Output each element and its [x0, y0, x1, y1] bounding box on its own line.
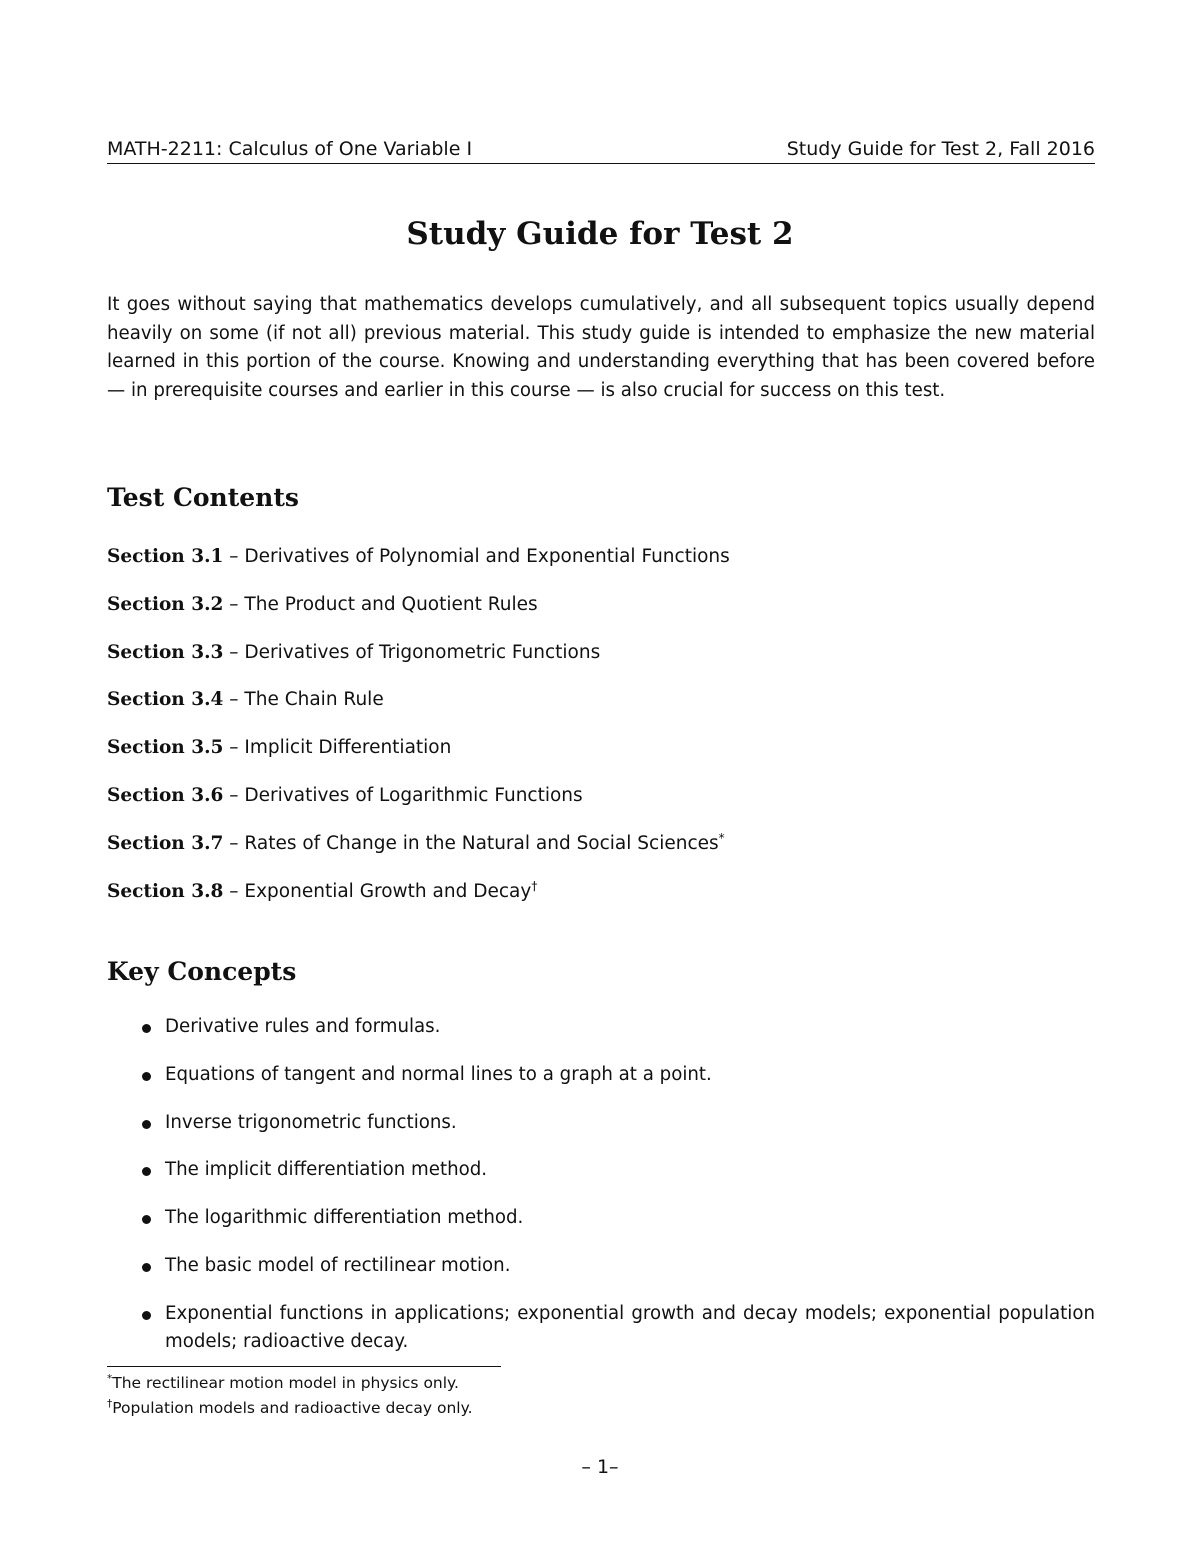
footnote-text: The rectilinear motion model in physics only. [112, 1374, 459, 1392]
section-number: Section 3.4 [107, 689, 224, 711]
test-contents-list [107, 540, 1095, 922]
header-course: MATH-2211: Calculus of One Variable I [107, 138, 473, 160]
section-title: – The Product and Quotient Rules [229, 593, 538, 615]
section-title: – Exponential Growth and Decay [229, 880, 532, 902]
section-number: Section 3.2 [107, 593, 224, 615]
concept-text: The basic model of rectilinear motion. [165, 1254, 511, 1276]
bullet-icon [142, 1072, 151, 1081]
bullet-icon [142, 1167, 151, 1176]
concept-text: Equations of tangent and normal lines to a graph at a point. [165, 1063, 712, 1085]
footnote-divider [107, 1366, 501, 1367]
footnote-mark: † [107, 1397, 113, 1410]
section-number: Section 3.5 [107, 737, 224, 759]
contents-item [107, 540, 1095, 588]
concept-text: The logarithmic differentiation method. [165, 1207, 524, 1229]
concept-item [107, 1061, 1095, 1109]
section-number: Section 3.6 [107, 784, 224, 806]
section-number: Section 3.8 [107, 880, 224, 902]
section-title: – Rates of Change in the Natural and Social Sciences [229, 832, 719, 854]
intro-paragraph: It goes without saying that mathematics develops cumulatively, and all subsequent topics usually depend heavily on some (if not all) previous material. This study guide is intended to emphasize the new material learned in this portion of the course. Knowing and understanding everything that has been covered before — in prerequisite courses and earlier in this course — is also crucial for success on this test. [107, 294, 1095, 401]
concept-item [107, 1204, 1095, 1252]
contents-item [107, 875, 1095, 923]
concept-item [107, 1013, 1095, 1061]
concept-text: The implicit differentiation method. [165, 1159, 488, 1181]
section-number: Section 3.1 [107, 546, 224, 567]
section-title: – Implicit Differentiation [229, 737, 452, 759]
page-number: – 1– [581, 1456, 619, 1478]
concept-item [107, 1252, 1095, 1300]
section-title: – Derivatives of Trigonometric Functions [229, 641, 601, 663]
bullet-icon [142, 1120, 151, 1129]
concept-text: Inverse trigonometric functions. [165, 1111, 457, 1133]
footnotes [107, 1371, 1095, 1420]
concept-text: Derivative rules and formulas. [165, 1016, 441, 1037]
concept-text: Exponential functions in applications; exponential growth and decay models; exponential population models; radioactive decay. [165, 1302, 1095, 1353]
footnote-mark: * [718, 830, 725, 845]
footnote-text: Population models and radioactive decay only. [112, 1398, 473, 1417]
contents-item [107, 636, 1095, 684]
footnote-mark: * [107, 1373, 113, 1385]
footnote [107, 1396, 1095, 1421]
concept-item [107, 1300, 1095, 1357]
header-guide: Study Guide for Test 2, Fall 2016 [786, 138, 1095, 160]
contents-item [107, 731, 1095, 779]
bullet-icon [142, 1311, 151, 1320]
running-header [107, 135, 1095, 164]
concept-item [107, 1156, 1095, 1204]
page-title: Study Guide for Test 2 [406, 216, 794, 252]
section-number: Section 3.7 [107, 832, 224, 854]
key-concepts-list [107, 1013, 1095, 1357]
key-concepts-heading: Key Concepts [107, 957, 297, 986]
contents-item [107, 683, 1095, 731]
section-title: – Derivatives of Logarithmic Functions [229, 784, 583, 806]
concept-item [107, 1109, 1095, 1157]
section-number: Section 3.3 [107, 641, 224, 663]
section-title: – The Chain Rule [229, 689, 384, 711]
footnote-mark: † [531, 878, 538, 893]
footnote [107, 1371, 1095, 1396]
bullet-icon [142, 1215, 151, 1224]
bullet-icon [142, 1024, 151, 1033]
contents-item [107, 588, 1095, 636]
section-title: – Derivatives of Polynomial and Exponential Functions [229, 546, 730, 567]
bullet-icon [142, 1263, 151, 1272]
contents-item [107, 779, 1095, 827]
test-contents-heading: Test Contents [107, 483, 299, 512]
contents-item [107, 827, 1095, 875]
